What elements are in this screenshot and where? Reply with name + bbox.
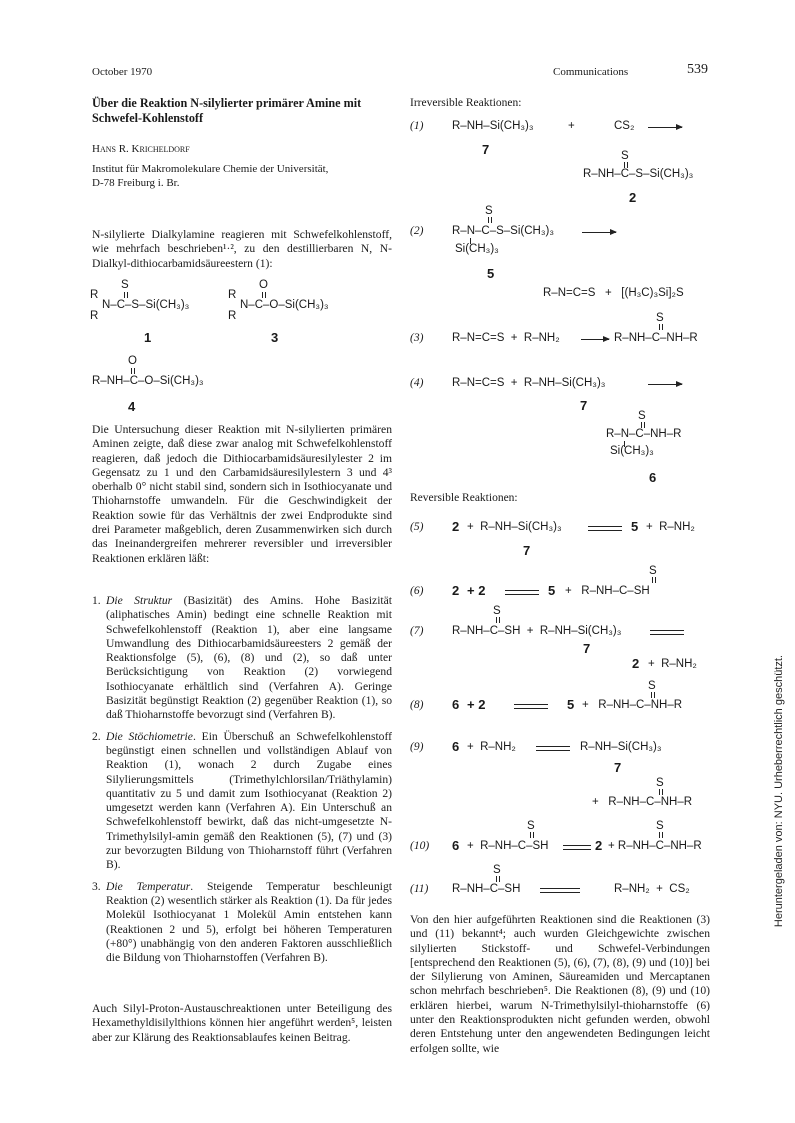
compound-number-7: 7 bbox=[523, 543, 531, 558]
list-lead: Die Stöchiometrie bbox=[106, 729, 193, 743]
list-lead: Die Temperatur bbox=[106, 879, 191, 893]
trimethylsilyl-group: Si(CH₃)₃ bbox=[455, 243, 499, 255]
structure-1-chain: N–C–S–Si(CH₃)₃ bbox=[102, 299, 190, 311]
double-bond bbox=[659, 789, 663, 795]
reaction-9-product: R–NH–Si(CH₃)₃ bbox=[580, 741, 662, 753]
compound-number-3: 3 bbox=[271, 330, 279, 345]
sulfur-atom: S bbox=[656, 820, 664, 832]
trimethylsilyl-group: Si(CH₃)₃ bbox=[610, 445, 654, 457]
double-bond bbox=[262, 292, 266, 298]
list-number: 2. bbox=[92, 729, 101, 743]
reaction-2-label: (2) bbox=[410, 225, 424, 237]
download-notice bbox=[773, 655, 787, 928]
equilibrium-arrow bbox=[650, 629, 684, 636]
irreversible-heading: Irreversible Reaktionen: bbox=[410, 97, 522, 109]
structure-3-oxygen: O bbox=[259, 279, 268, 291]
compound-number-6: 6 bbox=[452, 838, 460, 853]
reaction-6-reactant: + 2 bbox=[467, 583, 486, 598]
sulfur-atom: S bbox=[656, 312, 664, 324]
sulfur-atom: S bbox=[648, 680, 656, 692]
structure-1-r-bottom: R bbox=[90, 310, 99, 322]
equilibrium-arrow bbox=[514, 703, 548, 710]
reaction-3-product: R–NH–C–NH–R bbox=[614, 332, 698, 344]
list-item bbox=[92, 594, 392, 723]
double-bond bbox=[651, 692, 655, 698]
compound-number-2: 2 bbox=[452, 519, 460, 534]
reaction-10-label: (10) bbox=[410, 840, 430, 852]
carbon-disulfide: CS₂ bbox=[614, 120, 635, 132]
reaction-6-product: + R–NH–C–SH bbox=[565, 585, 650, 597]
structure-4-oxygen: O bbox=[128, 355, 137, 367]
body-paragraph-2: Die Untersuchung dieser Reaktion mit N-silylierten primären Aminen zeigte, daß diese zwar analog mit Schwefelkohlenstoff reagieren, daß jedoch die Dithiocarbamidsäuresilylester 2 im Gegensatz zu 1 und den Carbamidsäuresilylestern 3 und 4³ oberhalb 0° nicht stabil sind, sondern sich in Isothiocyanate und Thioharnstoffe umwandeln. Für die Geschwindigkeit der Reaktion sowie für das Verhältnis der zwei Endprodukte sind drei Parameter maßgeblich, deren Zusammenwirken sich durch das Ineinandergreifen mehrerer reversibler und irreversibler Reaktionen erklären läßt: bbox=[92, 423, 392, 565]
reaction-8-reactant: + 2 bbox=[467, 697, 486, 712]
double-bond bbox=[659, 832, 663, 838]
double-bond bbox=[530, 832, 534, 838]
list-text: . Ein Überschuß an Schwefelkohlenstoff begünstigt einen schnellen und vollständigen Ablauf von Reaktion (1), wonach 2 durch Zugabe eines Silylierungsmittels (Trimethylchlorsilan/Triäthylamin) quantitativ zu 5 und damit zum Isothiocyanat (Reaktion 2) umgesetzt werden kann (Verfahren A). Ein Unterschuß an Schwefelkohlenstoff bewirkt, daß das nicht-umgesetzte N-Trimethylsilyl-amin gemäß den Reaktionen (5), (7) und (3) zur bevorzugten Bildung von Thioharnstoff führt (Verfahren B). bbox=[106, 729, 392, 872]
reaction-1-label: (1) bbox=[410, 120, 424, 132]
compound-number-2: 2 bbox=[595, 838, 603, 853]
plus-sign: + bbox=[568, 120, 575, 132]
reaction-4-reactants: R–N=C=S + R–NH–Si(CH₃)₃ bbox=[452, 377, 606, 389]
compound-number-2: 2 bbox=[632, 656, 640, 671]
reaction-4-product: R–N–C–NH–R bbox=[606, 428, 682, 440]
compound-number-6: 6 bbox=[452, 697, 460, 712]
reaction-9-label: (9) bbox=[410, 741, 424, 753]
body-paragraph-3: Auch Silyl-Proton-Austauschreaktionen unter Beteiligung des Hexamethyldisilylthions können hier angeführt werden⁵, leisten aber zur Klärung des Reaktionsablaufes keinen Beitrag. bbox=[92, 1002, 392, 1044]
sulfur-atom: S bbox=[649, 565, 657, 577]
compound-number-7: 7 bbox=[614, 760, 622, 775]
affiliation-line-1: Institut für Makromolekulare Chemie der Universität, bbox=[92, 163, 329, 175]
double-bond bbox=[652, 577, 656, 583]
list-item bbox=[92, 880, 392, 966]
list-lead: Die Struktur bbox=[106, 594, 173, 607]
double-bond bbox=[496, 876, 500, 882]
right-body-paragraph: Von den hier aufgeführten Reaktionen sind die Reaktionen (3) und (11) bekannt⁴; auch wurden Gleichgewichte zwischen silylierten Stickstoff- und Schwefel-Verbindungen [entsprechend den Reaktionen (5), (6), (7), (8), (9) und (10)] bei der Silylierung von Aminen, Säureamiden und Mercaptanen schon mehrfach beschrieben⁵. Die Reaktionen (8), (9) und (10) erklären hierbei, warum N-Trimethylsilyl-thioharnstoffe (6) unter den Reaktionsprodukten nicht gefunden werden, obwohl deren Entstehung unter den angewendeten Bedingungen leicht erfolgen sollte, wie bbox=[410, 913, 710, 1055]
sulfur-atom: S bbox=[656, 777, 664, 789]
download-notice-text: Heruntergeladen von: NYU. Urheberrechtlich geschützt. bbox=[773, 655, 785, 928]
reaction-7-product: + R–NH₂ bbox=[648, 658, 697, 670]
compound-number-5: 5 bbox=[548, 583, 556, 598]
compound-number-6: 6 bbox=[452, 739, 460, 754]
reaction-8-label: (8) bbox=[410, 699, 424, 711]
structure-1-r-top: R bbox=[90, 289, 99, 301]
equilibrium-arrow bbox=[505, 589, 539, 596]
double-bond bbox=[488, 217, 492, 223]
double-bond bbox=[659, 324, 663, 330]
double-bond bbox=[131, 368, 135, 374]
reaction-3-label: (3) bbox=[410, 332, 424, 344]
equilibrium-arrow bbox=[563, 844, 591, 851]
reaction-11-reactant: R–NH–C–SH bbox=[452, 883, 521, 895]
compound-number-4: 4 bbox=[128, 399, 136, 414]
double-bond bbox=[124, 292, 128, 298]
structure-4-chain: R–NH–C–O–Si(CH₃)₃ bbox=[92, 375, 204, 387]
author: Hans R. Kricheldorf bbox=[92, 143, 190, 155]
factor-list bbox=[92, 594, 392, 965]
reaction-arrow bbox=[648, 384, 682, 385]
compound-number-5: 5 bbox=[487, 266, 495, 281]
reaction-3-reactants: R–N=C=S + R–NH₂ bbox=[452, 332, 560, 344]
sulfur-atom: S bbox=[621, 150, 629, 162]
reaction-11-label: (11) bbox=[410, 883, 429, 895]
reaction-9-reactant: + R–NH₂ bbox=[467, 741, 516, 753]
compound-number-2: 2 bbox=[452, 583, 460, 598]
reaction-5-product: + R–NH₂ bbox=[646, 521, 695, 533]
compound-number-5: 5 bbox=[567, 697, 575, 712]
reaction-8-product: + R–NH–C–NH–R bbox=[582, 699, 683, 711]
structure-1-sulfur: S bbox=[121, 279, 129, 291]
compound-number-2: 2 bbox=[629, 190, 637, 205]
header-date: October 1970 bbox=[92, 66, 153, 78]
article-title: Über die Reaktion N-silylierter primärer Amine mit Schwefel-Kohlenstoff bbox=[92, 96, 362, 125]
equilibrium-arrow bbox=[540, 887, 580, 894]
structure-3-chain: N–C–O–Si(CH₃)₃ bbox=[240, 299, 329, 311]
list-number: 1. bbox=[92, 594, 101, 607]
reaction-11-products: R–NH₂ + CS₂ bbox=[614, 883, 690, 895]
affiliation-line-2: D-78 Freiburg i. Br. bbox=[92, 177, 180, 189]
list-number: 3. bbox=[92, 879, 101, 893]
compound-number-7: 7 bbox=[583, 641, 591, 656]
structure-3-r-bottom: R bbox=[228, 310, 237, 322]
compound-number-7: 7 bbox=[482, 142, 490, 157]
reaction-1-reactant: R–NH–Si(CH₃)₃ bbox=[452, 120, 534, 132]
reaction-10-product: + R–NH–C–NH–R bbox=[608, 840, 702, 852]
reaction-5-reactant: + R–NH–Si(CH₃)₃ bbox=[467, 521, 562, 533]
compound-number-6: 6 bbox=[649, 470, 657, 485]
reversible-heading: Reversible Reaktionen: bbox=[410, 492, 518, 504]
sulfur-atom: S bbox=[493, 605, 501, 617]
reaction-1-product: R–NH–C–S–Si(CH₃)₃ bbox=[583, 168, 694, 180]
reaction-2-reactant: R–N–C–S–Si(CH₃)₃ bbox=[452, 225, 555, 237]
reaction-7-label: (7) bbox=[410, 625, 424, 637]
reaction-arrow bbox=[648, 127, 682, 128]
page-number: 539 bbox=[687, 62, 708, 77]
sulfur-atom: S bbox=[527, 820, 535, 832]
compound-number-1: 1 bbox=[144, 330, 152, 345]
equilibrium-arrow bbox=[536, 745, 570, 752]
reaction-5-label: (5) bbox=[410, 521, 424, 533]
reaction-6-label: (6) bbox=[410, 585, 424, 597]
sulfur-atom: S bbox=[493, 864, 501, 876]
sulfur-atom: S bbox=[485, 205, 493, 217]
header-section: Communications bbox=[553, 66, 629, 78]
reaction-arrow bbox=[581, 339, 609, 340]
list-text: (Basizität) des Amins. Hohe Basizität (aliphatisches Amin) bedingt eine schnelle Reaktion mit Schwefelkohlenstoff (Reaktion 1), aber eine langsame Umwandlung des Dithiocarbamidsäureesters 2 gemäß der Reaktionsfolge (5), (6), (8) und (2), so daß unter Berücksichtigung von Reaktion (2) vorwiegend Isothiocyanate erhältlich sind (Verfahren A). Geringe Basizität begünstigt Reaktion (2) gegenüber Reaktion (1), so daß Thioharnstoffe bevorzugt sind (Verfahren B). bbox=[106, 594, 393, 722]
reaction-4-label: (4) bbox=[410, 377, 424, 389]
intro-paragraph: N-silylierte Dialkylamine reagieren mit Schwefelkohlenstoff, wie mehrfach beschrieben¹·², zu den destillierbaren N, N-Dialkyl-dithiocarbamidsäureestern (1): bbox=[92, 228, 392, 270]
structure-3-r-top: R bbox=[228, 289, 237, 301]
reaction-7-reactants: R–NH–C–SH + R–NH–Si(CH₃)₃ bbox=[452, 625, 622, 637]
sulfur-atom: S bbox=[638, 410, 646, 422]
equilibrium-arrow bbox=[588, 525, 622, 532]
compound-number-5: 5 bbox=[631, 519, 639, 534]
reaction-arrow bbox=[582, 232, 616, 233]
list-text: . Steigende Temperatur beschleunigt Reaktion (2) wesentlich stärker als Reaktion (1). Da für jedes Molekül Isothiocyanat 1 Molekül Amin entstehen kann (Reaktionen 2 und 5), erfolgt bei höheren Temperaturen (+80°) unabhängig von den anderen Faktoren ausschließlich die Bildung von Thioharnstoffen (Verfahren B). bbox=[106, 879, 392, 965]
reaction-9-byproduct: + R–NH–C–NH–R bbox=[592, 796, 693, 808]
list-item bbox=[92, 730, 392, 873]
compound-number-7: 7 bbox=[580, 398, 588, 413]
reaction-10-reactant: + R–NH–C–SH bbox=[467, 840, 549, 852]
reaction-2-product: R–N=C=S + [(H₃C)₃Si]₂S bbox=[543, 287, 684, 299]
double-bond bbox=[496, 617, 500, 623]
